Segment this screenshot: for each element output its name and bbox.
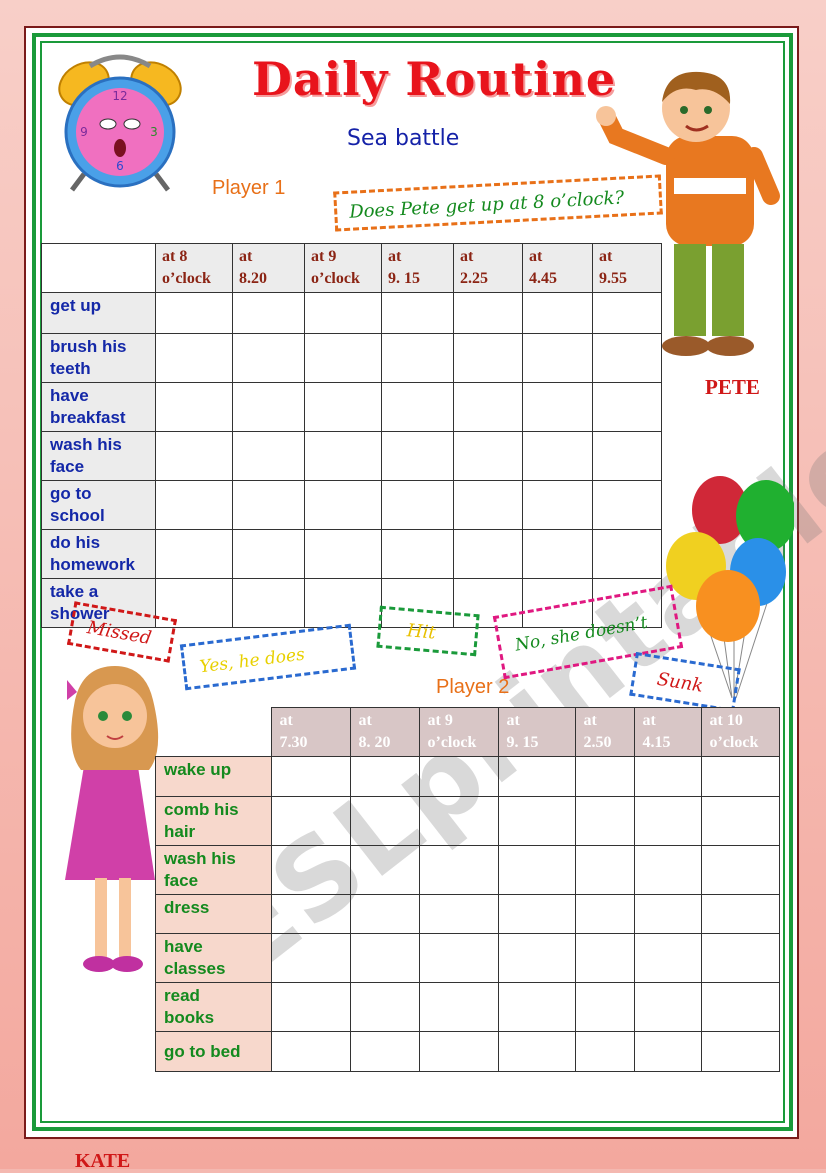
grid-cell[interactable] <box>575 983 634 1032</box>
grid-cell[interactable] <box>271 846 350 895</box>
grid-cell[interactable] <box>454 432 523 481</box>
player-1-grid <box>41 243 662 628</box>
grid-cell[interactable] <box>634 895 701 934</box>
row-label-wash-face: wash his face <box>156 846 272 895</box>
header-cell: at 7.30 <box>271 708 350 757</box>
grid-cell[interactable] <box>701 895 779 934</box>
grid-cell[interactable] <box>350 983 419 1032</box>
grid-cell[interactable] <box>634 934 701 983</box>
grid-cell[interactable] <box>575 797 634 846</box>
grid-cell[interactable] <box>233 383 305 432</box>
grid-cell[interactable] <box>593 481 662 530</box>
grid-cell[interactable] <box>233 579 305 628</box>
grid-cell[interactable] <box>419 983 498 1032</box>
grid-cell[interactable] <box>701 934 779 983</box>
grid-cell[interactable] <box>350 934 419 983</box>
grid-cell[interactable] <box>382 432 454 481</box>
grid-cell[interactable] <box>593 432 662 481</box>
grid-cell[interactable] <box>233 432 305 481</box>
row-label-dress: dress <box>156 895 272 934</box>
grid-cell[interactable] <box>454 334 523 383</box>
grid-cell[interactable] <box>271 895 350 934</box>
grid-cell[interactable] <box>271 797 350 846</box>
header-cell: at 9. 15 <box>498 708 575 757</box>
grid-cell[interactable] <box>498 934 575 983</box>
grid-cell[interactable] <box>382 530 454 579</box>
grid-cell[interactable] <box>156 481 233 530</box>
grid-cell[interactable] <box>305 383 382 432</box>
row-label-have-classes: have classes <box>156 934 272 983</box>
grid-cell[interactable] <box>305 432 382 481</box>
grid-cell[interactable] <box>350 1032 419 1072</box>
header-cell: at 9 o’clock <box>305 244 382 293</box>
grid-cell[interactable] <box>271 983 350 1032</box>
grid-cell[interactable] <box>701 846 779 895</box>
tag-sunk: Sunk <box>629 652 741 712</box>
grid-cell[interactable] <box>305 481 382 530</box>
grid-cell[interactable] <box>419 757 498 797</box>
grid-cell[interactable] <box>634 983 701 1032</box>
grid-cell[interactable] <box>382 293 454 334</box>
grid-cell[interactable] <box>523 293 593 334</box>
row-label-wash-face: wash his face <box>42 432 156 481</box>
grid-cell[interactable] <box>419 1032 498 1072</box>
row-label-wake-up: wake up <box>156 757 272 797</box>
clock-number-3: 3 <box>150 125 158 139</box>
grid-cell[interactable] <box>419 797 498 846</box>
grid-cell[interactable] <box>701 757 779 797</box>
grid-cell[interactable] <box>350 895 419 934</box>
grid-cell[interactable] <box>156 293 233 334</box>
pete-label: PETE <box>705 375 760 399</box>
grid-cell[interactable] <box>271 934 350 983</box>
tag-no-she-doesnt: No, she doesn’t <box>493 585 683 680</box>
clock-number-9: 9 <box>80 125 88 139</box>
grid-cell[interactable] <box>498 757 575 797</box>
grid-cell[interactable] <box>454 383 523 432</box>
grid-cell[interactable] <box>382 481 454 530</box>
grid-cell[interactable] <box>498 895 575 934</box>
grid-cell[interactable] <box>233 334 305 383</box>
grid-cell[interactable] <box>593 383 662 432</box>
grid-cell[interactable] <box>382 334 454 383</box>
grid-cell[interactable] <box>350 797 419 846</box>
grid-cell[interactable] <box>156 530 233 579</box>
grid-cell[interactable] <box>233 293 305 334</box>
alarm-clock-icon <box>44 44 204 194</box>
page-title: Daily Routine <box>252 52 617 106</box>
grid-cell[interactable] <box>634 846 701 895</box>
grid-cell[interactable] <box>305 293 382 334</box>
grid-cell[interactable] <box>634 1032 701 1072</box>
row-label-read-books: read books <box>156 983 272 1032</box>
grid-cell[interactable] <box>575 1032 634 1072</box>
grid-cell[interactable] <box>233 530 305 579</box>
grid-cell[interactable] <box>156 383 233 432</box>
header-cell: at 4.15 <box>634 708 701 757</box>
row-label-have-breakfast: have breakfast <box>42 383 156 432</box>
clock-number-6: 6 <box>116 159 124 173</box>
player-2-grid <box>155 707 780 1072</box>
header-cell: at 8. 20 <box>350 708 419 757</box>
grid-cell[interactable] <box>498 1032 575 1072</box>
header-cell: at 8.20 <box>233 244 305 293</box>
tag-missed: Missed <box>67 601 177 662</box>
player-2-label: Player 2 <box>436 676 510 698</box>
grid-cell[interactable] <box>419 846 498 895</box>
grid-cell[interactable] <box>593 530 662 579</box>
grid-cell[interactable] <box>233 481 305 530</box>
grid-cell[interactable] <box>523 432 593 481</box>
grid-cell[interactable] <box>634 757 701 797</box>
grid-cell[interactable] <box>454 530 523 579</box>
subtitle: Sea battle <box>347 126 460 151</box>
grid-cell[interactable] <box>498 983 575 1032</box>
grid-cell[interactable] <box>523 383 593 432</box>
grid-cell[interactable] <box>419 934 498 983</box>
header-cell: at 10 o’clock <box>701 708 779 757</box>
grid-cell[interactable] <box>593 334 662 383</box>
grid-corner <box>42 244 156 293</box>
grid-cell[interactable] <box>454 481 523 530</box>
grid-cell[interactable] <box>350 846 419 895</box>
grid-cell[interactable] <box>498 846 575 895</box>
kate-label: KATE <box>75 1150 131 1172</box>
grid-cell[interactable] <box>593 293 662 334</box>
grid-cell[interactable] <box>350 757 419 797</box>
row-label-brush-teeth: brush his teeth <box>42 334 156 383</box>
header-cell: at 9.55 <box>593 244 662 293</box>
row-label-take-shower: take a shower <box>42 579 156 628</box>
grid-cell[interactable] <box>271 757 350 797</box>
tag-question: Does Pete get up at 8 o’clock? <box>333 174 663 231</box>
grid-cell[interactable] <box>634 797 701 846</box>
row-label-get-up: get up <box>42 293 156 334</box>
grid-cell[interactable] <box>701 797 779 846</box>
header-cell: at 8 o’clock <box>156 244 233 293</box>
header-cell: at 9 o’clock <box>419 708 498 757</box>
tag-yes-he-does: Yes, he does <box>180 624 356 691</box>
row-label-go-to-school: go to school <box>42 481 156 530</box>
grid-cell[interactable] <box>523 530 593 579</box>
grid-cell[interactable] <box>575 846 634 895</box>
grid-cell[interactable] <box>575 757 634 797</box>
grid-cell[interactable] <box>156 432 233 481</box>
header-cell: at 2.50 <box>575 708 634 757</box>
header-cell: at 2.25 <box>454 244 523 293</box>
grid-corner <box>156 708 272 757</box>
grid-cell[interactable] <box>575 934 634 983</box>
grid-cell[interactable] <box>305 530 382 579</box>
row-label-go-to-bed: go to bed <box>156 1032 272 1072</box>
grid-cell[interactable] <box>305 334 382 383</box>
grid-cell[interactable] <box>156 334 233 383</box>
grid-cell[interactable] <box>498 797 575 846</box>
header-cell: at 4.45 <box>523 244 593 293</box>
grid-cell[interactable] <box>575 895 634 934</box>
grid-cell[interactable] <box>271 1032 350 1072</box>
grid-cell[interactable] <box>523 481 593 530</box>
player-1-label: Player 1 <box>212 177 286 199</box>
header-cell: at 9. 15 <box>382 244 454 293</box>
clock-number-12: 12 <box>112 89 128 103</box>
row-label-comb-hair: comb his hair <box>156 797 272 846</box>
grid-cell[interactable] <box>305 579 382 628</box>
grid-cell[interactable] <box>701 1032 779 1072</box>
grid-cell[interactable] <box>382 383 454 432</box>
row-label-do-homework: do his homework <box>42 530 156 579</box>
grid-cell[interactable] <box>701 983 779 1032</box>
grid-cell[interactable] <box>454 293 523 334</box>
tag-hit: Hit <box>376 606 479 657</box>
grid-cell[interactable] <box>419 895 498 934</box>
grid-cell[interactable] <box>523 334 593 383</box>
